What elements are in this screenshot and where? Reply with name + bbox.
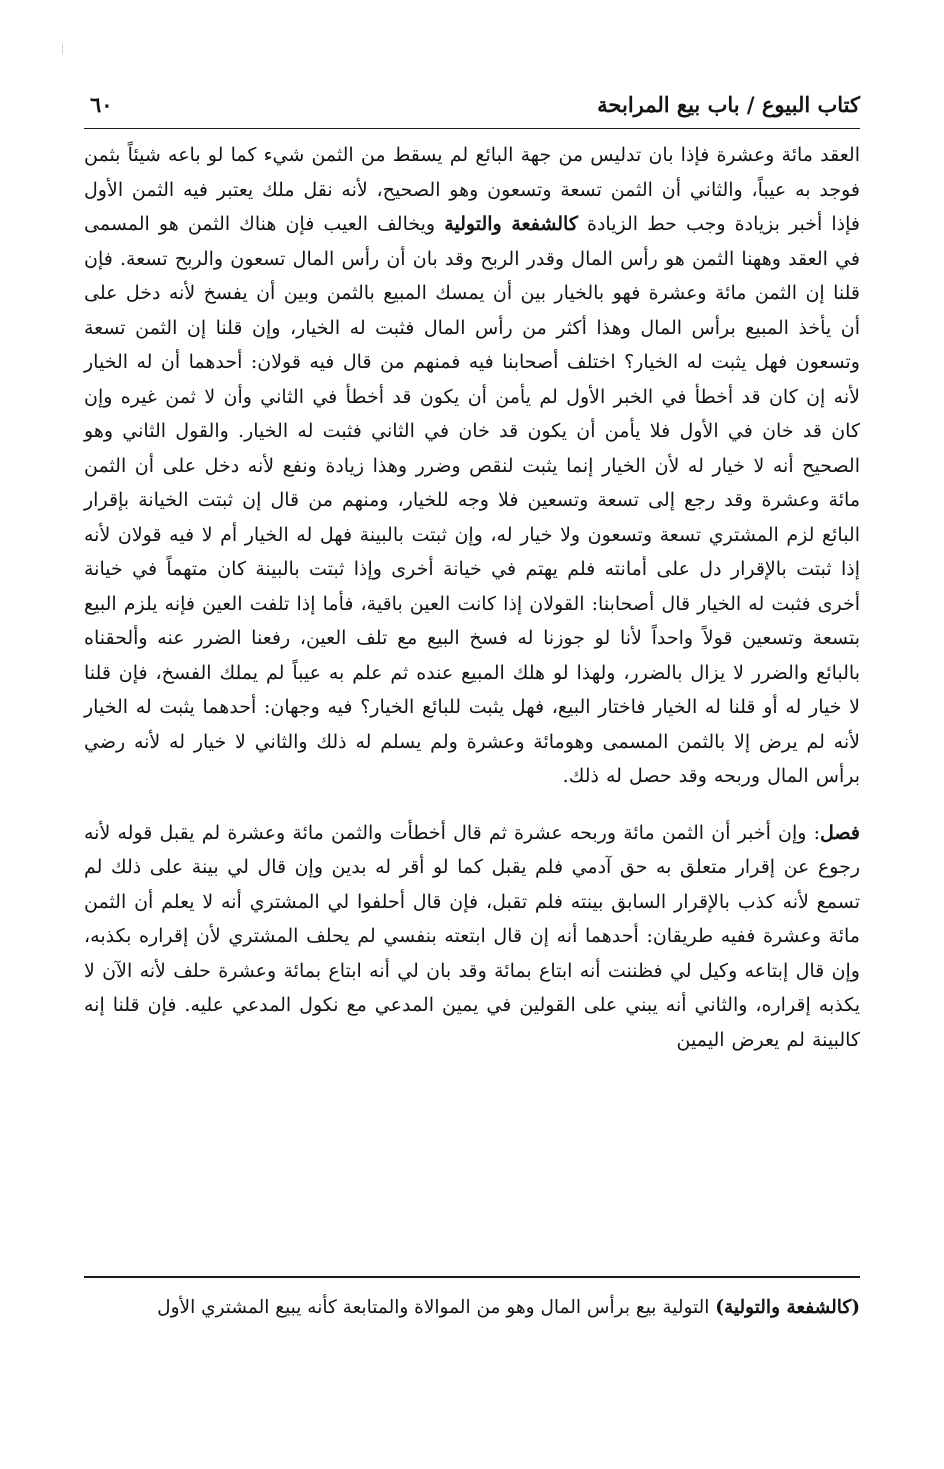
footnote-rule [84, 1276, 860, 1278]
paragraph-1-part-2: ويخالف العيب فإن هناك الثمن هو المسمى في العقد وههنا الثمن هو رأس المال وقدر الربح وقد بان أن رأس المال تسعون والربح تسعة. فإن قلنا إن الثمن مائة وعشرة فهو بالخيار بين أن يمسك المبيع بالثمن وبين أن يفسخ لأنه دخل على أن يأخذ المبيع برأس المال وهذا أكثر من رأس المال فثبت له الخيار، وإن قلنا إن الثمن تسعة وتسعون فهل يثبت له الخيار؟ اختلف أصحابنا فيه فمنهم من قال فيه قولان: أحدهما أن له الخيار لأنه إن كان قد أخطأ في الخبر الأول لم يأمن أن يكون قد أخطأ في الثاني وأن لا ثمن غيره وإن كان قد خان في الأول فلا يأمن أن يكون قد خان في الثاني فثبت له الخيار. والقول الثاني وهو الصحيح أنه لا خيار له لأن الخيار إنما يثبت لنقص وضرر وهذا زيادة ونفع لأنه دخل على أن الثمن مائة وعشرة وقد رجع إلى تسعة وتسعين فلا وجه للخيار، ومنهم من قال إن ثبتت الخيانة بإقرار البائع لزم المشتري تسعة وتسعون ولا خيار له، وإن ثبتت بالبينة فهل له الخيار أم لا فيه قولان لأنه إذا ثبتت بالإقرار دل على أمانته فلم يهتم في خيانة أخرى وإذا ثبتت بالبينة كان متهماً في خيانة أخرى فثبت له الخيار قال أصحابنا: القولان إذا كانت العين باقية، فأما إذا تلفت العين فإنه يلزم البيع بتسعة وتسعين قولاً واحداً لأنا لو جوزنا له فسخ البيع مع تلف العين، رفعنا الضرر عنه وألحقناه بالبائع والضرر لا يزال بالضرر، ولهذا لو هلك المبيع عنده ثم علم به عيباً لم يملك الفسخ، فإن قلنا لا خيار له أو قلنا له الخيار فاختار البيع، فهل يثبت للبائع الخيار؟ فيه وجهان: أحدهما يثبت له الخيار لأنه لم يرض إلا بالثمن المسمى وهومائة وعشرة ولم يسلم له ذلك والثاني لا خيار له لأنه رضي برأس المال وربحه وقد حصل له ذلك. [84, 213, 860, 787]
page-number: ٦٠ [90, 92, 113, 117]
main-text [84, 138, 860, 1057]
footnote [84, 1292, 860, 1324]
scan-mark [62, 44, 63, 54]
footnote-text: التولية بيع برأس المال وهو من الموالاة والمتابعة كأنه يبيع المشتري الأول [157, 1297, 710, 1318]
bold-term: كالشفعة والتولية [444, 213, 578, 235]
footnote-term: (كالشفعة والتولية) [715, 1297, 860, 1318]
paragraph-1-part-1: العقد مائة وعشرة فإذا بان تدليس من جهة البائع لم يسقط من الثمن شيء كما لو باعه شيئاً بثمن فوجد به عيباً، والثاني أن الثمن تسعة وتسعون وهو الصحيح، لأنه نقل ملك يعتبر فيه الثمن الأول فإذا أخبر بزيادة وجب حط الزيادة [84, 144, 860, 235]
page-header [84, 88, 860, 128]
paragraph-2-text: : وإن أخبر أن الثمن مائة وربحه عشرة ثم قال أخطأت والثمن مائة وعشرة لم يقبل قوله لأنه رجوع عن إقرار متعلق به حق آدمي فلم يقبل كما لو أقر له بدين وإن قال لي بينة على ذلك لم تسمع لأنه كذب بالإقرار السابق بينته فلم تقبل، فإن قال أحلفوا لي المشتري أنه لا يعلم أن الثمن مائة وعشرة ففيه طريقان: أحدهما أنه إن قال ابتعته بنفسي لم يحلف المشتري لأن إقراره بكذبه، وإن قال إبتاعه وكيل لي فظننت أنه ابتاع بمائة وقد بان لي أنه ابتاع بمائة وعشرة حلف لأنه الآن لا يكذبه إقراره، والثاني أنه يبني على القولين في يمين المدعي مع نكول المدعي عليه. فإن قلنا إنه كالبينة لم يعرض اليمين [84, 821, 860, 1051]
header-rule [84, 128, 860, 129]
running-title: كتاب البيوع / باب بيع المرابحة [597, 92, 860, 117]
paragraph-2 [84, 816, 860, 1058]
section-label: فصل [820, 821, 860, 844]
paragraph-1 [84, 138, 860, 794]
